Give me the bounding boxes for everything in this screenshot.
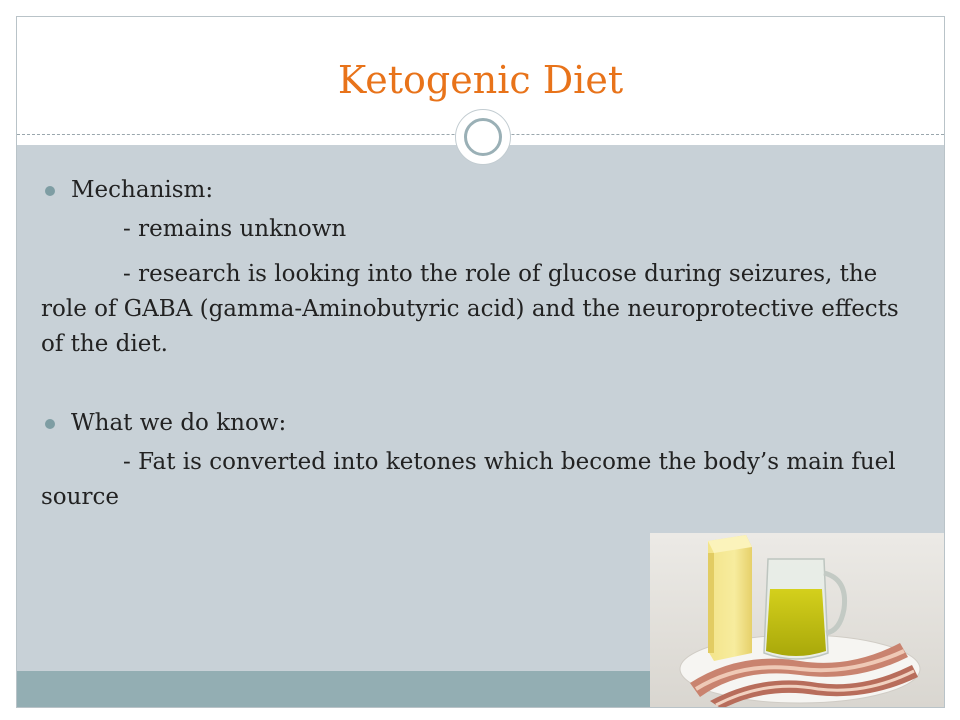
food-photo-butter-oil-bacon-icon [650, 533, 944, 707]
spacer [41, 372, 921, 400]
slide-content [41, 167, 921, 525]
bullet-dot [45, 186, 55, 196]
bullet-label: Mechanism: [71, 177, 214, 203]
bullet-label: What we do know: [71, 410, 287, 436]
divider-circle-ornament [455, 109, 511, 165]
slide [16, 16, 945, 708]
mechanism-line-2: - research is looking into the role of glucose during seizures, the role of GABA (gamma-Aminobutyric acid) and the neuroprotective effects of the diet. [41, 261, 899, 357]
divider-circle-ring [464, 118, 502, 156]
mechanism-line-1: - remains unknown [123, 216, 347, 242]
bullet-what-we-know [41, 406, 921, 441]
bullet-mechanism [41, 173, 921, 208]
bullet-dot [45, 419, 55, 429]
slide-title: Ketogenic Diet [337, 58, 624, 102]
knowledge-line-1: - Fat is converted into ketones which become the body’s main fuel source [41, 449, 896, 510]
